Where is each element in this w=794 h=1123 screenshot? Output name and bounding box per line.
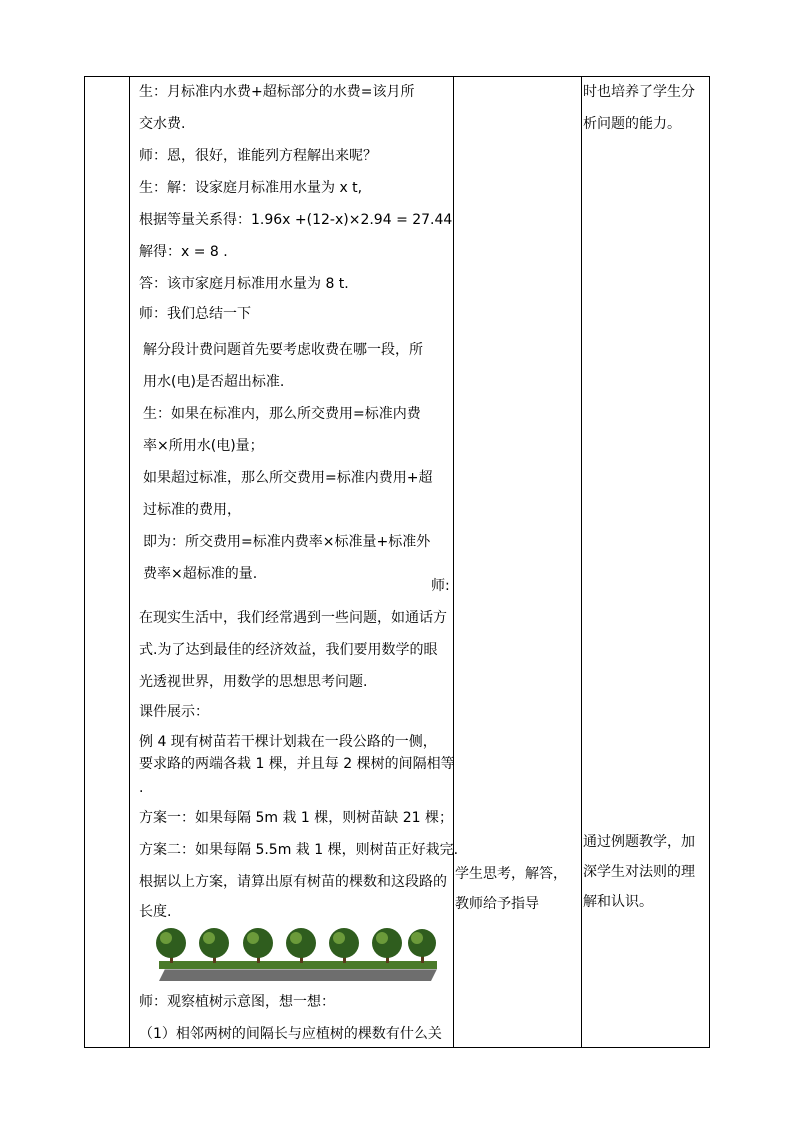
summary-line: 率×所用水(电)量；: [143, 438, 264, 454]
road: [159, 969, 437, 981]
example-line: 例 4 现有树苗若干棵计划栽在一段公路的一侧，: [139, 734, 437, 750]
summary-line: 用水(电)是否超出标准.: [143, 374, 285, 390]
question-line: （1）相邻两树的间隔长与应植树的棵数有什么关: [139, 1026, 442, 1042]
dialog-line: 交水费.: [139, 116, 186, 132]
equation-line: 根据等量关系得：1.96x +(12-x)×2.94 = 27.44: [139, 212, 453, 228]
summary-line: 即为：所交费用=标准内费率×标准量+标准外: [143, 534, 431, 550]
body-line: 式.为了达到最佳的经济效益，我们要用数学的眼: [139, 642, 438, 658]
question-line: 根据以上方案，请算出原有树苗的棵数和这段路的: [139, 874, 447, 890]
tree-icon: [243, 928, 273, 963]
intent-line: 析问题的能力。: [583, 116, 681, 132]
column-divider: [453, 77, 454, 1047]
dialog-line: 师：我们总结一下: [139, 306, 251, 322]
summary-line: 如果超过标准，那么所交费用=标准内费用+超: [143, 470, 433, 486]
tree-icon: [372, 928, 402, 963]
question-line: 长度.: [139, 904, 172, 920]
tree-icon: [286, 928, 316, 963]
summary-line: 费率×超标准的量.: [143, 566, 258, 582]
courseware-label: 课件展示：: [139, 704, 209, 720]
column-divider: [581, 77, 582, 1047]
intent-line: 解和认识。: [583, 894, 653, 910]
answer-line: 答：该市家庭月标准用水量为 8 t.: [139, 276, 349, 292]
plan-line: 方案二：如果每隔 5.5m 栽 1 棵，则树苗正好栽完.: [139, 842, 459, 858]
lesson-table: [84, 76, 710, 1048]
plan-line: 方案一：如果每隔 5m 栽 1 棵，则树苗缺 21 棵；: [139, 810, 453, 826]
column-divider: [129, 77, 130, 1047]
dialog-line: 师：恩，很好，谁能列方程解出来呢？: [139, 148, 377, 164]
intent-line: 通过例题教学，加: [583, 834, 695, 850]
intent-line: 深学生对法则的理: [583, 864, 695, 880]
example-line: 要求路的两端各栽 1 棵，并且每 2 棵树的间隔相等: [139, 756, 455, 772]
activity-line: 学生思考，解答，: [455, 866, 567, 882]
tree-icon: [156, 928, 186, 963]
summary-line: 解分段计费问题首先要考虑收费在哪一段，所: [143, 342, 423, 358]
tree-icon: [329, 928, 359, 963]
dialog-line: 生：解：设家庭月标准用水量为 x t,: [139, 180, 363, 196]
tree-planting-diagram: [151, 925, 439, 983]
intent-line: 时也培养了学生分: [583, 84, 695, 100]
body-line: 在现实生活中，我们经常遇到一些问题，如通话方: [139, 610, 447, 626]
body-line: 光透视世界，用数学的思想思考问题.: [139, 674, 368, 690]
summary-line: 生：如果在标准内，那么所交费用=标准内费: [143, 406, 421, 422]
tree-icon: [408, 929, 436, 963]
tree-icon: [199, 928, 229, 963]
dialog-line: 师：观察植树示意图，想一想：: [139, 994, 335, 1010]
solution-line: 解得：x = 8 .: [139, 244, 228, 260]
activity-line: 教师给予指导: [455, 896, 539, 912]
summary-line: 过标准的费用，: [143, 502, 241, 518]
speaker-label: 师:: [431, 578, 450, 594]
example-line: .: [139, 780, 144, 796]
grass-strip: [159, 961, 437, 969]
dialog-line: 生：月标准内水费+超标部分的水费=该月所: [139, 84, 415, 100]
